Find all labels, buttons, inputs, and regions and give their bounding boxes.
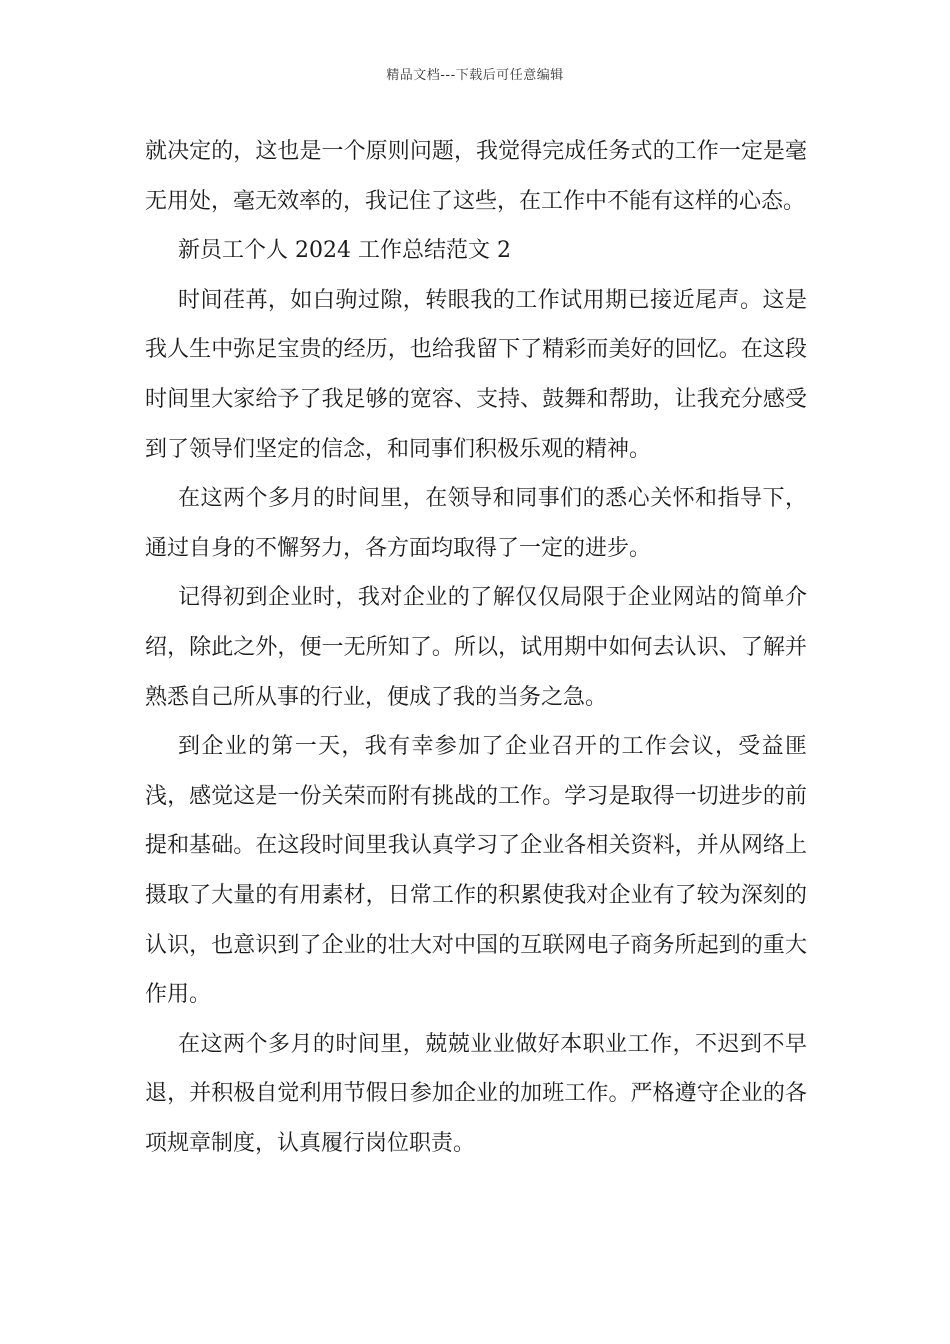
paragraph: 时间荏苒，如白驹过隙，转眼我的工作试用期已接近尾声。这是我人生中弥足宝贵的经历，也给我留下了精彩而美好的回忆。在这段时间里大家给予了我足够的宽容、支持、鼓舞和帮助，让我充分感受到了领导们坚定的信念，和同事们积极乐观的精神。 [145, 287, 807, 462]
section-heading: 新员工个人 2024 工作总结范文 2 [178, 238, 511, 264]
paragraph: 到企业的第一天，我有幸参加了企业召开的工作会议，受益匪浅，感觉这是一份关荣而附有挑战的工作。学习是取得一切进步的前提和基础。在这段时间里我认真学习了企业各相关资料，并从网络上摄取了大量的有用素材，日常工作的积累使我对企业有了较为深刻的认识，也意识到了企业的壮大对中国的互联网电子商务所起到的重大作用。 [145, 734, 807, 1008]
paragraph: 记得初到企业时，我对企业的了解仅仅局限于企业网站的简单介绍，除此之外，便一无所知了。所以，试用期中如何去认识、了解并熟悉自己所从事的行业，便成了我的当务之急。 [145, 585, 807, 710]
document-body [145, 127, 807, 1168]
page-header: 精品文档---下载后可任意编辑 [386, 68, 564, 83]
paragraph: 在这两个多月的时间里，在领导和同事们的悉心关怀和指导下，通过自身的不懈努力，各方面均取得了一定的进步。 [145, 486, 807, 561]
paragraph-continuation: 就决定的，这也是一个原则问题，我觉得完成任务式的工作一定是毫无用处，毫无效率的，我记住了这些，在工作中不能有这样的心态。 [145, 139, 807, 214]
paragraph: 在这两个多月的时间里，兢兢业业做好本职业工作，不迟到不早退，并积极自觉利用节假日参加企业的加班工作。严格遵守企业的各项规章制度，认真履行岗位职责。 [145, 1031, 807, 1156]
